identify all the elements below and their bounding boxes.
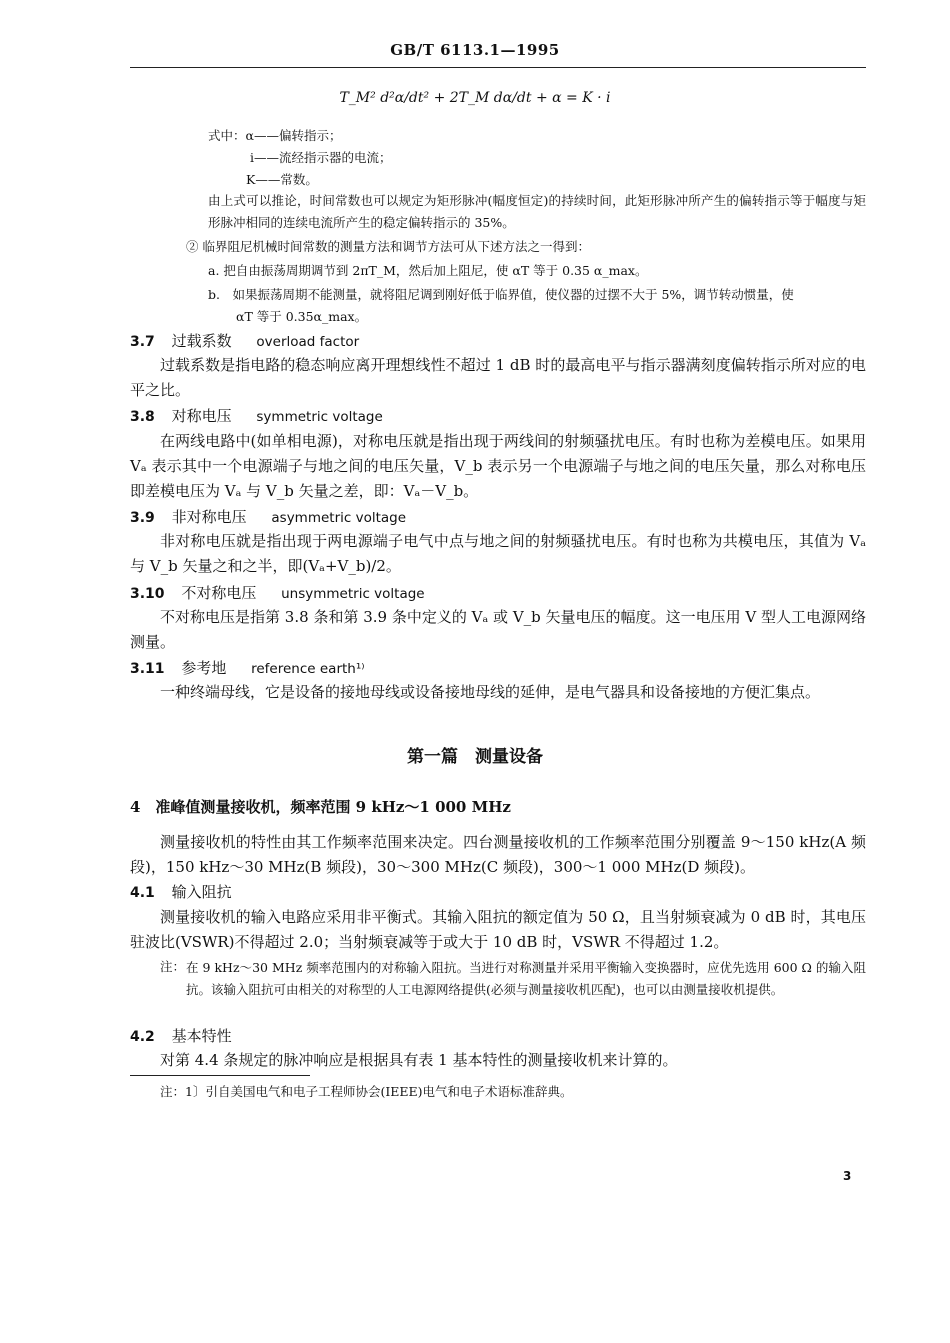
where-lead: 式中：α——偏转指示； <box>208 128 342 143</box>
section-title: 输入阻抗 <box>171 883 232 901</box>
note2-title: ② 临界阻尼机械时间常数的测量方法和调节方法可从下述方法之一得到： <box>186 239 590 254</box>
section-3-7-heading <box>130 330 359 351</box>
section-4-2-heading <box>130 1025 232 1046</box>
footnote-rule <box>130 1075 310 1076</box>
doc-header: GB/T 6113.1—1995 <box>390 41 560 59</box>
note2-b-line2: αT 等于 0.35α_max。 <box>236 309 368 324</box>
where-line3: K——常数。 <box>246 172 318 187</box>
section-3-11-heading <box>130 657 365 678</box>
section-number: 3.9 <box>130 510 155 526</box>
header-rule <box>130 67 866 68</box>
section-number: 3.10 <box>130 586 165 602</box>
section-3-8-body: 在两线电路中(如单相电源)，对称电压就是指出现于两线间的射频骚扰电压。有时也称为差模电压。如果用 Vₐ 表示其中一个电源端子与地之间的电压矢量，V_b 表示另一个电源端子与地之间的电压矢量，那么对称电压即差模电压为 Vₐ 与 V_b 矢量之差，即：Vₐ－V_b。 <box>130 432 866 500</box>
section-title: 基本特性 <box>171 1027 232 1045</box>
where-line2: i——流经指示器的电流； <box>250 150 392 165</box>
section-4-1-body: 测量接收机的输入电路应采用非平衡式。其输入阻抗的额定值为 50 Ω，且当射频衰减为 0 dB 时，其电压驻波比(VSWR)不得超过 2.0；当射频衰减等于或大于 10 dB 时，VSWR 不得超过 1.2。 <box>130 908 866 951</box>
section-3-11-body: 一种终端母线，它是设备的接地母线或设备接地母线的延伸，是电气器具和设备接地的方便汇集点。 <box>160 683 821 701</box>
section-title: 参考地 <box>181 659 227 677</box>
section-4-1-note: 在 9 kHz～30 MHz 频率范围内的对称输入阻抗。当进行对称测量并采用平衡输入变换器时，应优先选用 600 Ω 的输入阻抗。该输入阻抗可由相关的对称型的人工电源网络提供(必须与测量接收机匹配)，也可以由测量接收机提供。 <box>186 960 866 997</box>
section-title: 过载系数 <box>171 332 232 350</box>
section-title-en: asymmetric voltage <box>271 510 407 526</box>
chapter-4-heading: 4 准峰值测量接收机，频率范围 9 kHz～1 000 MHz <box>130 798 511 816</box>
section-4-2-body: 对第 4.4 条规定的脉冲响应是根据具有表 1 基本特性的测量接收机来计算的。 <box>160 1051 678 1069</box>
section-4-1-heading <box>130 881 232 902</box>
section-number: 3.7 <box>130 334 155 350</box>
footnote: 注：1〕引自美国电气和电子工程师协会(IEEE)电气和电子术语标准辞典。 <box>160 1084 573 1099</box>
section-number: 3.11 <box>130 661 165 677</box>
section-number: 4.1 <box>130 885 155 901</box>
section-3-9-body: 非对称电压就是指出现于两电源端子电气中点与地之间的射频骚扰电压。有时也称为共模电压，其值为 Vₐ 与 V_b 矢量之和之半，即(Vₐ+V_b)/2。 <box>130 532 866 575</box>
section-title-en: reference earth¹⁾ <box>251 661 365 677</box>
section-3-10-body: 不对称电压是指第 3.8 条和第 3.9 条中定义的 Vₐ 或 V_b 矢量电压的幅度。这一电压用 V 型人工电源网络测量。 <box>130 608 866 651</box>
section-3-10-heading <box>130 582 425 603</box>
note-label: 注： <box>160 959 186 974</box>
chapter-4-body: 测量接收机的特性由其工作频率范围来决定。四台测量接收机的工作频率范围分别覆盖 9～150 kHz(A 频段)，150 kHz～30 MHz(B 频段)，30～300 MHz(C 频段)，300～1 000 MHz(D 频段)。 <box>130 833 866 876</box>
section-title: 对称电压 <box>171 407 232 425</box>
page-number: 3 <box>843 1169 852 1183</box>
section-title-en: unsymmetric voltage <box>281 586 425 602</box>
section-3-7-body: 过载系数是指电路的稳态响应离开理想线性不超过 1 dB 时的最高电平与指示器满刻度偏转指示所对应的电平之比。 <box>130 356 866 399</box>
section-number: 4.2 <box>130 1029 155 1045</box>
section-title-en: overload factor <box>256 334 360 350</box>
note2-b-line1: b. 如果振荡周期不能测量，就将阻尼调到刚好低于临界值，使仪器的过摆不大于 5%，调节转动惯量，使 <box>208 287 794 302</box>
note2-a: a. 把自由振荡周期调节到 2πT_M，然后加上阻尼，使 αT 等于 0.35 α_max。 <box>208 263 648 278</box>
section-3-8-heading <box>130 405 383 426</box>
inference-paragraph: 由上式可以推论，时间常数也可以规定为矩形脉冲(幅度恒定)的持续时间，此矩形脉冲所产生的偏转指示等于幅度与矩形脉冲相同的连续电流所产生的稳定偏转指示的 35%。 <box>208 193 866 230</box>
section-title-en: symmetric voltage <box>256 409 383 425</box>
section-number: 3.8 <box>130 409 155 425</box>
section-3-9-heading <box>130 506 406 527</box>
section-title: 非对称电压 <box>171 508 247 526</box>
formula: T_M² d²α/dt² + 2T_M dα/dt + α = K · i <box>339 90 611 106</box>
part-title: 第一篇 测量设备 <box>407 747 543 767</box>
section-title: 不对称电压 <box>181 584 257 602</box>
